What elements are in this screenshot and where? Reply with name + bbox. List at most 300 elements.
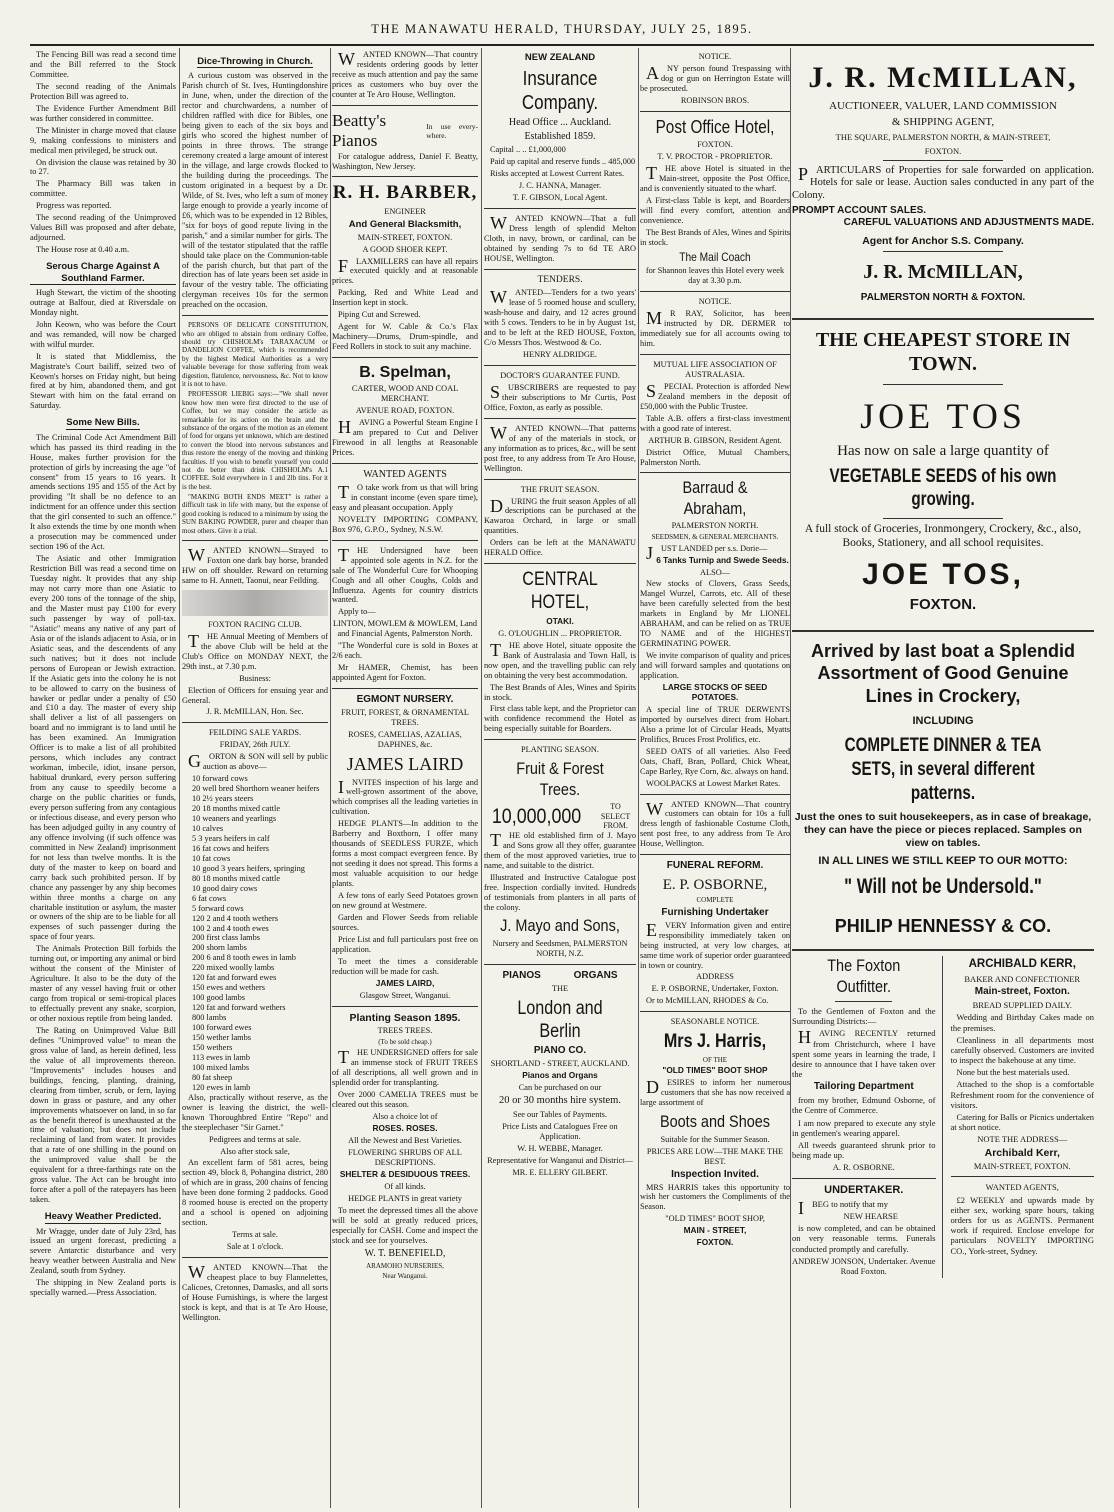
advert-heading: EGMONT NURSERY.	[356, 694, 454, 706]
advert-heading: LARGE STOCKS OF SEED POTATOES.	[662, 682, 768, 702]
advert-text: ROSES. ROSES.	[372, 1123, 438, 1134]
divider	[484, 365, 636, 366]
advert-paragraph: Apply to—	[338, 607, 376, 617]
divider	[484, 208, 636, 209]
advert-paragraph: SEED OATS of all varieties. Also Feed Oats, Chaff, Bran, Pollard, Chick Wheat, Cape Barley, Rye Corn, &c. always on hand.	[640, 746, 790, 776]
advert-paragraph: GORTON & SON will sell by public auction as above—	[188, 751, 328, 772]
stock-list-item: 120 fat and forward wethers	[192, 1003, 286, 1013]
advert-paragraph: IBEG to notify that my	[798, 1197, 889, 1218]
advert-paragraph: THE above Hotel, situate opposite the Bank of Australasia and Town Hall, is now open, and the travelling public can rely on obtaining the very best accommodation.	[484, 639, 636, 680]
stock-list-item: 220 mixed woolly lambs	[192, 963, 275, 973]
stock-list-item: 10 2½ years steers	[192, 794, 254, 804]
advert-text: Representative for Wanganui and District—	[487, 1155, 633, 1165]
divider	[182, 1257, 328, 1258]
news-paragraph: The Rating on Unimproved Value Bill defines "Unimproved value" to mean the gross value of land, as herein defined, less the value of all improvements thereon. "Improvements" includes houses and buildings, fencing, planting, draining, clearing from timber, scrub, or fern, laying down in grass or pasture, and any other improvements whatsoever on land, in so far as the benefit thereof is unexhausted at the time of valuation; but does not include reclaiming of land from water. It provides that a rate of one shilling in the pound on the unimproved value shall be the equivalent for a three-farthings rate on the gross value. The Act can be brought into force after a poll of the ratepayers has been taken.	[30, 1025, 176, 1205]
advert-paragraph: Cleanliness in all departments most carefully observed. Customers are invited to inspect the bakehouse at any time.	[950, 1034, 1094, 1066]
column-rule	[179, 48, 180, 1508]
advert-paragraph: A special line of TRUE DERWENTS imported by ourselves direct from Hobart. Also a prime lot of Circular Heads, Myatts Prolifics, Bruces Frost Prolifics, etc.	[640, 704, 790, 744]
advert-heading: JAMES LAIRD	[346, 753, 464, 774]
advert-paragraph: SUBSCRIBERS are requested to pay their subscriptions to Mr Curtis, Post Office, Foxton, as early as possible.	[484, 381, 636, 412]
advert-text: FRUIT, FOREST, & ORNAMENTAL TREES.	[341, 708, 469, 728]
advert-paragraph: Price List and full particulars post free on application.	[332, 934, 478, 954]
advert-text: Of all kinds.	[384, 1181, 426, 1191]
advert-paragraph: WANTED KNOWN—That country residents ordering goods by letter receive as much attention and pay the same prices as customers who buy over the counter at Te Aro House, Wellington.	[332, 50, 478, 99]
advert-text: FOXTON.	[697, 140, 733, 150]
stock-list-item: 5 forward cows	[192, 903, 244, 913]
advert-paragraph: Mr HAMER, Chemist, has been appointed Agent for Foxton.	[332, 663, 478, 683]
advert-text: PROMPT ACCOUNT SALES.	[792, 204, 927, 216]
advert-heading: MUTUAL LIFE ASSOCIATION OF AUSTRALASIA.	[653, 359, 777, 379]
advert-text: (To be sold cheap.)	[378, 1038, 432, 1047]
advert-paragraph: A few tons of early Seed Potatoes grown on new ground at Westmere.	[332, 890, 478, 910]
advert-text: THE SQUARE, PALMERSTON NORTH, & MAIN-STREET,	[835, 132, 1051, 143]
divider	[640, 472, 790, 473]
stock-list-item: 80 fat sheep	[192, 1072, 233, 1082]
divider	[332, 105, 478, 106]
stock-list-item: 120 2 and 4 tooth wethers	[192, 913, 278, 923]
advert-heading: Inspection Invited.	[671, 1168, 759, 1180]
advert-paragraph: District Office, Mutual Chambers, Palmerston North.	[640, 447, 790, 467]
advert-paragraph: is now completed, and can be obtained on very reasonable terms. Funerals conducted promptly and carefully.	[792, 1223, 936, 1254]
advert-text: Head Office ... Auckland.	[508, 117, 612, 129]
stock-list-item: 200 first class lambs	[192, 933, 260, 943]
advert-signature: J. C. HANNA, Manager.	[518, 181, 602, 191]
advert-paragraph: PERSONS OF DELICATE CONSTITUTION, who are obliged to abstain from ordinary Coffee, should try CHISHOLM's TARAXACUM or DANDELION COFFEE, which is recommended by the highest Medical Authorities as a very valuable beverage for those suffering from weak digestion, flatulence, nervousness, &c. Not to know it is not to have.	[182, 321, 328, 388]
baker-advert	[951, 956, 1095, 1278]
advert-paragraph: For catalogue address, Daniel F. Beatty, Washington, New Jersey.	[332, 151, 478, 171]
advert-text: OF THE	[702, 1056, 728, 1065]
advert-text: NEW HEARSE	[843, 1210, 898, 1221]
advert-text: THE	[551, 983, 569, 993]
advert-text: T. V. PROCTOR - PROPRIETOR.	[657, 152, 773, 162]
advert-text: PIANO CO.	[533, 1045, 587, 1057]
advert-heading: NOTICE.	[698, 52, 732, 61]
advert-paragraph: Election of Officers for ensuing year and General.	[182, 685, 328, 705]
news-paragraph: On division the clause was retained by 30 to 27.	[30, 157, 176, 177]
advert-heading: London and Berlin	[517, 997, 603, 1042]
advert-paragraph: THE Annual Meeting of Members of the above Club will be held at the Club's Office on MONDAY NEXT, the 29th inst., at 7.30 p.m.	[182, 630, 328, 671]
divider	[332, 540, 478, 541]
advert-text: PALMERSTON NORTH & FOXTON.	[860, 292, 1026, 304]
advert-paragraph: SPECIAL Protection is afforded New Zealand members in the deposit of £50,000 with the Public Trustee.	[640, 380, 790, 411]
advert-text: Near Wanganui.	[382, 1272, 428, 1280]
advert-heading: R. H. BARBER,	[332, 182, 478, 204]
advert-text: Nursery and Seedsmen, PALMERSTON NORTH, N.Z.	[492, 938, 628, 958]
advert-heading: WANTED AGENTS	[363, 468, 447, 480]
advert-paragraph: Garden and Flower Seeds from reliable sources.	[332, 912, 478, 932]
advert-paragraph: Packing, Red and White Lead and Insertion kept in stock.	[332, 288, 478, 308]
advert-heading: PLANTING SEASON.	[521, 745, 599, 755]
stock-list-item: 10 calves	[192, 824, 224, 833]
advert-heading: Barraud & Abraham,	[682, 478, 748, 518]
advert-paragraph: THE Undersigned have been appointed sole agents in N.Z. for the sale of The Wonderful Cure for Whooping Cough and all other Coughs, Colds and Influenza. Agents for country districts wanted.	[332, 544, 478, 605]
advert-text: LINTON, MOWLEM & MOWLEM, Land and Financial Agents, Palmerston North.	[332, 619, 478, 639]
column-rule	[638, 48, 639, 1508]
advert-text: Has now on sale a large quantity of	[837, 443, 1049, 460]
advert-paragraph: £2 WEEKLY and upwards made by either sex, working spare hours, taking orders for us as AGENTS. Permanent work if required. Enclose envelope for particulars NOVELTY IMPORTING CO., York-street, Sydney.	[950, 1194, 1094, 1256]
stock-list-item: 113 ewes in lamb	[192, 1052, 250, 1062]
advert-paragraph: WANTED—Tenders for a two years' lease of 5 roomed house and scullery, wash-house and dairy, and 12 acres ground with 5 cows. Tenders to be in by August 1st, and to be left at the RED HOUSE, Foxton, C/o Messrs Thos. Westwood & Co.	[484, 287, 636, 348]
divider	[484, 563, 636, 564]
news-paragraph: John Keown, who was before the Court and was remanded, will now be charged with wilful murder.	[30, 319, 176, 349]
stock-list-item: 800 lambs	[192, 1013, 227, 1023]
advert-paragraph: HAVING a Powerful Steam Engine I am prepared to Cut and Deliver Firewood in all lengths at Reasonable Prices.	[332, 417, 478, 457]
advert-text: MAIN-STREET, FOXTON.	[357, 232, 453, 242]
advert-heading: VEGETABLE SEEDS of his own growing.	[829, 466, 1057, 511]
advert-signature: E. P. OSBORNE, Undertaker, Foxton.	[651, 984, 779, 994]
divider	[792, 1178, 936, 1179]
advert-text: Also after stock sale,	[220, 1146, 290, 1156]
advert-text: BAKER AND CONFECTIONER	[964, 973, 1081, 984]
divider	[792, 949, 1094, 951]
advert-heading: PHILIP HENNESSY & CO.	[834, 915, 1052, 936]
advert-text: NEW ZEALAND	[524, 52, 596, 63]
divider	[792, 630, 1094, 632]
advert-paragraph: The Best Brands of Ales, Wines and Spirits in stock.	[640, 227, 790, 247]
advert-text: Terms at sale.	[232, 1230, 278, 1240]
advert-text: "OLD TIMES" BOOT SHOP,	[665, 1214, 765, 1224]
joe-tos-heading: JOE TOS	[860, 396, 1026, 437]
divider	[883, 518, 1004, 519]
stock-list-item: 100 2 and 4 tooth ewes	[192, 923, 269, 933]
news-paragraph: Mr Wragge, under date of July 23rd, has issued an urgent forecast, predicting a severe Antarctic disturbance and very heavy weather between Australia and New Zealand, south from Sydney.	[30, 1226, 176, 1276]
advert-text: And General Blacksmith,	[348, 219, 462, 231]
trees-count: 10,000,000 TO SELECT FROM.	[491, 802, 631, 831]
advert-heading: Planting Season 1895.	[349, 1011, 461, 1024]
divider	[332, 1006, 478, 1007]
news-paragraph: The second reading of the Animals Protection Bill was agreed to.	[30, 81, 176, 101]
advert-heading: COMPLETE DINNER & TEA SETS, in several different patterns.	[844, 735, 1042, 804]
advert-paragraph: Over 2000 CAMELIA TREES must be cleared out this season.	[332, 1090, 478, 1110]
advert-signature: MR. E. ELLERY GILBERT.	[512, 1167, 608, 1177]
divider	[883, 251, 1004, 252]
advert-heading: J. Mayo and Sons,	[500, 916, 620, 936]
column-adverts-5	[640, 50, 790, 1510]
news-paragraph: The Asiatic and other Immigration Restriction Bill was read a second time on Tuesday night. It provides that any ship may not carry more than one Asiatic to every 200 tons of the tonnage of the ship, and the Master must pay £100 for every such passenger by way of poll-tax. "Asiatic" means any native of any part of Asia or of the islands adjacent to Asia, or in Asiatic seas, and the descendents of any such natives; but it does not include persons of European or Jewish extraction. If the Asiatic gets into the colony he is not to be allowed to carry on the business of hawker or pedlar under a penalty of £50 and £10 a day. The master of every ship shall deliver a list of all passengers on board and no immigrant is to land until he has been examined. An Immigration Officer is to make a list of all prohibited persons, which includes any contract workman, imbecile, idiot, insane person, habitual drunkard, every person suffering from any cause to speedily become a charge on the public charities or funds, every person suffering from any contagious or infectious disease, and every person who has been adjudged guilty in any country of any offence involving (if such offence was committed in New Zealand) imprisonment for not less than twelve months. It is the duty of the master to keep on board and carry back such prohibited person. If by chance any passenger by any ship becomes within three months a charge on any charitable institution or asylum, the master or owners of the ship are to be liable for all expenses of such passenger during the space of four years.	[30, 554, 176, 942]
advert-heading: JOE TOS,	[862, 557, 1024, 591]
advert-paragraph: To the Gentlemen of Foxton and the Surrounding Districts:—	[792, 1005, 936, 1027]
advert-heading: CENTRAL HOTEL,	[522, 569, 598, 614]
advert-paragraph: Capital .. .. £1,000,000	[490, 145, 566, 155]
divider	[883, 384, 1004, 385]
divider	[484, 739, 636, 740]
stock-list-item: 20 well bred Shorthorn weaner heifers	[192, 784, 320, 794]
advert-paragraph: PARTICULARS of Properties for sale forwarded on application. Hotels for sale or lease. Auction sales conducted in any part of the Colony.	[792, 163, 1094, 201]
stock-list-item: 150 ewes and wethers	[192, 983, 266, 993]
column-rule	[330, 48, 331, 1508]
advert-text: Business:	[239, 673, 271, 683]
divider	[484, 964, 636, 965]
advert-signature: T. F. GIBSON, Local Agent.	[512, 193, 608, 203]
advert-text: TREES TREES.	[377, 1026, 433, 1036]
advert-heading: Post Office Hotel,	[655, 116, 775, 137]
divider	[640, 1011, 790, 1012]
stock-list-item: 5 3 years heifers in calf	[192, 833, 270, 843]
stock-list-item: 16 fat cows and heifers	[192, 843, 269, 853]
advert-paragraph: WANTED KNOWN—That patterns of any of the materials in stock, or any information as to prices, &c., will be sent post free, to any address from Te Aro House, Wellington.	[484, 422, 636, 473]
advert-paragraph: ANY person found Trespassing with dog or gun on Herrington Estate will be prosecuted.	[640, 62, 790, 93]
divider	[332, 176, 478, 177]
advert-text: COMPLETE	[696, 896, 734, 905]
divider	[332, 463, 478, 464]
advert-text: SEEDSMEN, & GENERAL MERCHANTS.	[651, 533, 779, 542]
advert-paragraph: EVERY Information given and entire responsibility immediately taken on being instructed, at very low charges, at same time work of superior order guaranteed in town or country.	[640, 919, 790, 970]
advert-signature: HENRY ALDRIDGE.	[523, 350, 597, 360]
column-dice-throwing	[182, 50, 328, 1510]
stock-list-item: 100 mixed lambs	[192, 1062, 250, 1072]
advert-text: All the Newest and Best Varieties.	[348, 1136, 462, 1146]
divider	[883, 160, 1004, 161]
advert-text: CARTER, WOOD AND COAL MERCHANT.	[351, 384, 459, 404]
advert-text: OTAKI.	[546, 615, 574, 626]
advert-text: A GOOD SHOER KEPT.	[362, 244, 448, 254]
advert-text: Main-street, Foxton.	[974, 986, 1070, 998]
advert-heading: B. Spelman,	[359, 364, 451, 382]
stock-list-item: 6 fat cows	[192, 893, 227, 903]
advert-text: G. O'LOUGHLIN ... PROPRIETOR.	[498, 628, 622, 638]
advert-text: PRICES ARE LOW—THE MAKE THE BEST.	[646, 1146, 784, 1166]
stock-list-item: 150 wether lambs	[192, 1033, 251, 1043]
advert-paragraph: NOVELTY IMPORTING COMPANY, Box 976, G.P.O., Sydney, N.S.W.	[332, 514, 478, 534]
advert-paragraph: WANTED KNOWN—That a full Dress length of splendid Melton Cloth, in navy, brown, or cardinal, can be obtained by sending 7s to 6d TE ARO HOUSE, Wellington.	[484, 213, 636, 263]
advert-paragraph: MRS HARRIS takes this opportunity to wish her customers the Compliments of the Season.	[640, 1182, 790, 1212]
advert-heading: Tailoring Department	[813, 1081, 914, 1093]
stock-list	[182, 774, 328, 1093]
stock-list-item: 10 fat cows	[192, 853, 231, 863]
stock-list-item: 200 6 and 8 tooth ewes in lamb	[192, 953, 296, 963]
masthead: THE MANAWATU HERALD, THURSDAY, JULY 25, 1895.	[30, 22, 1094, 46]
advert-text: Also a choice lot of	[372, 1112, 438, 1122]
divider	[640, 794, 790, 795]
advert-text: for Shannon leaves this Hotel every week day at 3.30 p.m.	[645, 266, 785, 286]
advert-paragraph: TO take work from us that will bring in constant income (even spare time), easy and pleasant occupation. Apply	[332, 481, 478, 512]
divider	[484, 479, 636, 480]
advert-heading: Fruit & Forest Trees.	[516, 759, 604, 799]
advert-text: SHELTER & DESIDUOUS TREES.	[339, 1168, 471, 1179]
advert-paragraph: An excellent farm of 581 acres, being section 49, block 8, Pohangina district, 280 of which are in grass, 200 chains of fencing have been done forming 2 paddocks. Good 8 roomed house is erected on the property and a school is opened on adjoining section.	[182, 1158, 328, 1228]
advert-text: SHORTLAND - STREET, AUCKLAND.	[490, 1059, 630, 1069]
divider	[182, 315, 328, 316]
advert-paragraph: "The Wonderful cure is sold in Boxes at 2/6 each.	[332, 641, 478, 661]
news-paragraph: The Fencing Bill was read a second time and the Bill referred to the Stock Committee.	[30, 50, 176, 79]
advert-text: Just the ones to suit housekeepers, as in case of breakage, they can have the piece or pieces replaced. Samples on view on tables.	[794, 811, 1092, 849]
advert-heading: SEASONABLE NOTICE.	[670, 1017, 760, 1027]
advert-heading: THE FRUIT SEASON.	[520, 484, 600, 494]
advert-text: IN ALL LINES WE STILL KEEP TO OUR MOTTO:	[818, 855, 1068, 868]
advert-paragraph: WOOLPACKS at Lowest Market Rates.	[646, 778, 781, 788]
advert-paragraph: THE above Hotel is situated in the Main-street, opposite the Post Office, and is conveniently situated to the wharf.	[640, 163, 790, 194]
advert-paragraph: To meet the times a considerable reduction will be made for cash.	[332, 956, 478, 976]
column-adverts-3	[332, 50, 478, 1510]
advert-heading: WANTED AGENTS,	[985, 1182, 1059, 1193]
news-paragraph: The second reading of the Unimproved Values Bill was proposed and after debate, adjourned.	[30, 213, 176, 243]
advert-heading: TENDERS.	[537, 274, 583, 285]
advert-text: Agent for Anchor S.S. Company.	[862, 234, 1024, 247]
advert-text: BREAD SUPPLIED DAILY.	[972, 1000, 1072, 1011]
horse-race-engraving	[182, 590, 328, 616]
advert-signature: ANDREW JONSON, Undertaker. Avenue Road Foxton.	[792, 1255, 936, 1276]
advert-text: INCLUDING	[912, 715, 974, 727]
stock-list-item: 100 forward ewes	[192, 1023, 252, 1033]
advert-text: MAIN-STREET, FOXTON.	[973, 1161, 1071, 1172]
advert-text: & SHIPPING AGENT,	[891, 116, 995, 129]
advert-heading: E. P. OSBORNE,	[662, 877, 768, 894]
advert-text: ADDRESS	[696, 972, 734, 982]
advert-paragraph: Piping Cut and Screwed.	[338, 310, 421, 320]
advert-text: 6 Tanks Turnip and Swede Seeds.	[656, 554, 789, 565]
divider	[182, 540, 328, 541]
divider	[332, 688, 478, 689]
divider	[640, 111, 790, 112]
advert-paragraph: First class table kept, and the Proprietor can with confidence recommend the Hotel as being especially suitable for Boarders.	[484, 704, 636, 734]
advert-paragraph: Illustrated and Instructive Catalogue post free. Inspection cordially invited. Hundreds of testimonials from planters in all parts of the colony.	[484, 872, 636, 912]
stock-list-item: 10 weaners and yearlings	[192, 814, 277, 824]
advert-text: ROSES, CAMELIAS, AZALIAS, DAPHNES, &c.	[348, 730, 462, 749]
advert-text: ALSO—	[700, 567, 730, 577]
article-heading: Heavy Weather Predicted.	[44, 1211, 162, 1223]
advert-paragraph: Risks accepted at Lowest Current Rates.	[490, 169, 625, 179]
advert-text: Glasgow Street, Wanganui.	[359, 990, 451, 1000]
advert-paragraph: New stocks of Clovers, Grass Seeds, Mangel Wurzel, Carrots, etc. All of these have been carefully selected from the best markets in England by Mr LIONEL ABRAHAM, and can be relied on as TRUE TO NAME and of the HIGHEST GERMINATING POWER.	[640, 579, 790, 649]
news-paragraph: Hugh Stewart, the victim of the shooting outrage at Balfour, died at Riversdale on Monday night.	[30, 287, 176, 317]
stock-list-item: 200 shorn lambs	[192, 943, 247, 953]
news-paragraph: The Animals Protection Bill forbids the turning out, or importing any animal or bird without the consent of the Minister of Agriculture. It also to be the duty of the master of any vessel having fruit or other cargo from tropical or semi-tropical places to effectually prevent any snake, scorpion, or other noxious reptile from being landed.	[30, 944, 176, 1023]
news-paragraph: A curious custom was observed in the Parish church of St. Ives, Huntingdonshire in June, when, under the direction of the rector and churchwardens, a number of children raffled with dice for Bibles, one being given to each of the six boys and girls who scored the highest number of points in three throws. The strange ceremony created a large amount of interest in the village, and large crowds flocked to the building during the proceedings. The custom originated in a bequest by a Dr. Wilde, of St. Ives, who left a sum of money large enough to provide a yearly income of £6, which was to be expended in 12 Bibles, "six for boys of good repute living in the parish," and a similar number for girls. The will of the testator stipulated that the raffle should take place on the Communion-table of the parish church, but that part of the direction has of late years been set aside in favour of the vestry table. The officiating clergyman receives 10s for the sermon preached on the occasion.	[182, 71, 328, 310]
advert-heading: Insurance Company.	[521, 68, 599, 115]
advert-text: Pedigrees and terms at sale.	[209, 1134, 301, 1144]
advert-paragraph: "MAKING BOTH ENDS MEET" is rather a difficult task in life with many, but the expense of good cooking is reduced to a minimum by using the SUN BAKING POWDER, purer and cheaper than most others. Give it a trial.	[182, 493, 328, 535]
stock-list-item: 80 18 months mixed cattle	[192, 873, 281, 883]
advert-signature: W. T. BENEFIELD,	[364, 1247, 446, 1259]
advert-text: See our Tables of Payments.	[513, 1109, 607, 1119]
advert-heading: " Will not be Undersold."	[844, 875, 1042, 899]
advert-heading: FUNERAL REFORM.	[666, 860, 764, 872]
advert-paragraph: Agent for W. Cable & Co.'s Flax Machinery—Drums, Drum-spindle, and Feed Rollers in stock to suit any machine.	[332, 322, 478, 352]
stock-list-item: 20 18 months mixed cattle	[192, 804, 281, 814]
advert-heading: ARCHIBALD KERR,	[968, 958, 1076, 971]
divider	[792, 318, 1094, 320]
advert-paragraph: JUST LANDED per s.s. Dorie—	[646, 542, 768, 563]
advert-heading: PIANOS ORGANS	[502, 969, 618, 981]
stock-list-item: 120 fat and forward ewes	[192, 973, 277, 983]
bottom-adverts	[792, 956, 1094, 1278]
article-heading: Serous Charge Against A Southland Farmer.	[30, 261, 176, 285]
divider	[951, 1176, 1095, 1177]
advert-heading: Arrived by last boat a Splendid Assortment of Good Genuine Lines in Crockery,	[810, 640, 1076, 706]
advert-signature: J. R. McMILLAN, Hon. Sec.	[206, 707, 304, 717]
advert-heading: DOCTOR'S GUARANTEE FUND.	[500, 370, 620, 380]
advert-paragraph: HEDGE PLANTS—In addition to the Barberry and Boxthorn, I offer many thousands of SEEDLESS FURZE, which forms a most compact evergreen fence. By not seeding it does not spread. This forms a most valuable acquisition to our hedge plants.	[332, 819, 478, 889]
advert-text: AVENUE ROAD, FOXTON.	[355, 406, 455, 416]
stock-list-item: 100 good lambs	[192, 993, 246, 1003]
advert-paragraph: We invite comparison of quality and prices and will forward samples and quotations on application.	[640, 651, 790, 681]
advert-heading: FOXTON RACING CLUB.	[208, 619, 302, 629]
news-paragraph: The Minister in charge moved that clause 9, making confessions to ministers and medical men privileged, be struck out.	[30, 125, 176, 155]
divider	[640, 291, 790, 292]
advert-paragraph: Paid up capital and reserve funds .. 485,000	[490, 157, 636, 167]
advert-text: FOXTON.	[696, 1237, 734, 1248]
advert-heading: J. R. McMILLAN,	[863, 261, 1023, 284]
advert-paragraph: None but the best materials used.	[956, 1067, 1070, 1078]
column-adverts-4	[484, 50, 636, 1510]
advert-text: AUCTIONEER, VALUER, LAND COMMISSION	[829, 100, 1057, 112]
news-paragraph: Progress was reported.	[36, 201, 112, 211]
advert-paragraph: All tweeds guaranteed shrunk prior to being made up.	[792, 1140, 936, 1161]
advert-paragraph: WANTED KNOWN—Strayed to Foxton one dark bay horse, branded HW on off shoulder. Reward on returning same to H. Annett, Taonui, near Feilding.	[182, 545, 328, 585]
advert-text: Furnishing Undertaker	[661, 906, 769, 918]
advert-heading: Boots and Shoes	[659, 1112, 771, 1132]
news-paragraph: It is stated that Middlemiss, the Magistrate's Court bailiff, seized two of Keown's horses on Friday night, but being fired at by him, abandoned them, and got Stewart with him on the fatal errand on Saturday.	[30, 351, 176, 411]
advert-paragraph: Table A.B. offers a first-class investment with a good rate of interest.	[640, 413, 790, 433]
advert-paragraph: from my brother, Edmund Osborne, of the Centre of Commerce.	[792, 1095, 936, 1116]
advert-paragraph: PROFESSOR LIEBIG says:—"We shall never know how men were first directed to the use of Coffee, but we may consider the article as remarkable for its action on the brain and the substance of the organs of the motion as an element of food for organs yet unknown, which are destined to convert the blood into nervous substances and thus restore the energy of the moving and thinking faculties. If you wish to benefit yourself you could not do better than drink CHISHOLM's A.1 COFFEE. Sold everywhere in 1 and 2lb tins. For it is the best.	[182, 390, 328, 491]
column-parliament-news	[30, 50, 176, 1510]
stock-list-item: 10 forward cows	[192, 774, 248, 784]
advert-paragraph: The Best Brands of Ales, Wines and Spirits in stock.	[484, 682, 636, 702]
advert-paragraph: Attached to the shop is a comfortable Refreshment room for the convenience of visitors.	[950, 1079, 1094, 1110]
column-rule	[790, 48, 791, 1508]
advert-paragraph: Orders can be left at the MANAWATU HERALD Office.	[484, 538, 636, 558]
advert-text: A full stock of Groceries, Ironmongery, Crockery, &c., also, Books, Stationery, and all school requisites.	[804, 522, 1082, 549]
article-heading: Some New Bills.	[66, 417, 140, 429]
advert-signature: JAMES LAIRD,	[375, 977, 435, 988]
advert-signature: ARTHUR B. GIBSON, Resident Agent.	[648, 435, 782, 445]
stock-list-item: 10 good dairy cows	[192, 883, 258, 893]
outfitter-advert	[792, 956, 943, 1278]
advert-paragraph: INVITES inspection of his large and well-grown assortment of the above, which comprises all the leading varieties in cultivation.	[332, 776, 478, 817]
advert-paragraph: Catering for Balls or Picnics undertaken at short notice.	[950, 1112, 1094, 1133]
mcmillan-heading: J. R. McMILLAN,	[808, 61, 1078, 94]
advert-paragraph: FLAXMILLERS can have all repairs executed quickly and at reasonable prices.	[332, 255, 478, 286]
advert-paragraph: DESIRES to inform her numerous customers that she has now received a large assortment of	[640, 1077, 790, 1108]
divider	[484, 269, 636, 270]
advert-signature: Archibald Kerr,	[984, 1146, 1060, 1159]
advert-text: FLOWERING SHRUBS OF ALL DESCRIPTIONS.	[348, 1148, 462, 1167]
divider	[182, 722, 328, 723]
advert-text: HEDGE PLANTS in great variety	[348, 1193, 462, 1203]
advert-text: ENGINEER	[384, 207, 426, 217]
beatty-heading: Beatty's Pianos In use every-where.	[332, 110, 478, 151]
advert-paragraph: Wedding and Birthday Cakes made on the premises.	[950, 1012, 1094, 1033]
advert-paragraph: I am now prepared to execute any style in gentlemen's wearing apparel.	[792, 1117, 936, 1138]
advert-paragraph: Or to McMILLAN, RHODES & Co.	[646, 996, 769, 1006]
advert-text: Pianos and Organs	[522, 1070, 598, 1081]
advert-heading: UNDERTAKER.	[824, 1183, 904, 1196]
advert-paragraph: HAVING RECENTLY returned from Christchurch, where I have spent some years in learning the trade, I desire to announce that I have taken over the	[792, 1027, 936, 1080]
advert-paragraph: A First-class Table is kept, and Boarders will find every comfort, attention and convenience.	[640, 196, 790, 226]
advert-paragraph: DURING the fruit season Apples of all descriptions can be purchased at the Kawaroa Orchard, in large or small quantities.	[484, 495, 636, 536]
divider	[640, 854, 790, 855]
advert-text: Price Lists and Catalogues Free on Application.	[502, 1121, 618, 1141]
stock-list-item: 10 good 3 years heifers, springing	[192, 863, 305, 873]
advert-heading: NOTICE.	[698, 297, 732, 307]
advert-paragraph: MR RAY, Solicitor, has been instructed by DR. DERMER to immediately sue for all accounts owing to him.	[640, 308, 790, 348]
advert-text: Can be purchased on our	[518, 1083, 602, 1093]
advert-signature: W. H. WEBBE, Manager.	[517, 1143, 603, 1153]
news-paragraph: The shipping in New Zealand ports is specially warned.—Press Association.	[30, 1278, 176, 1298]
advert-heading: The Foxton Outfitter.	[827, 956, 901, 996]
stock-list-item: 150 wethers	[192, 1042, 233, 1052]
advert-paragraph: WANTED KNOWN—That country customers can obtain for 10s a full dress length of fashionable Costume Cloth, sent post free, to any address from Te Aro House, Wellington.	[640, 798, 790, 849]
advert-heading: The Mail Coach	[679, 249, 751, 264]
advert-signature: ROBINSON BROS.	[680, 95, 750, 105]
advert-text: Sale at 1 o'clock.	[226, 1242, 284, 1252]
advert-paragraph: THE old established firm of J. Mayo and Sons grow all they offer, guarantee them of the most approved varieties, true to name, and suitable to the district.	[484, 829, 636, 870]
advert-paragraph: To meet the depressed times all the above will be sold at greatly reduced prices, especially for CASH. Come and inspect the stock and see for yourselves.	[332, 1205, 478, 1245]
article-heading: Dice-Throwing in Church.	[197, 56, 313, 67]
divider	[484, 418, 636, 419]
divider	[835, 1001, 892, 1002]
